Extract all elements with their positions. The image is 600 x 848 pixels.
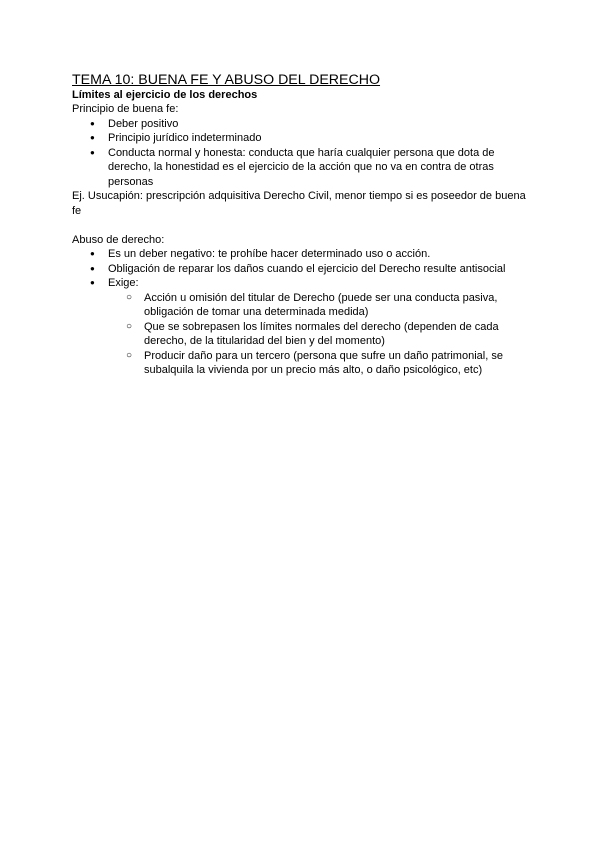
list-item: ● Es un deber negativo: te prohíbe hacer determinado uso o acción. (90, 248, 431, 260)
exige-sublist (108, 291, 528, 378)
spacer (72, 218, 528, 233)
list-item: ● Deber positivo (90, 117, 179, 130)
list-item: ● Conducta normal y honesta: conducta que haría cualquier persona que dota de derecho, la honestidad es el ejercicio de la acción que no va en contra de otras personas (90, 146, 495, 188)
sub-list-item: ○ Producir daño para un tercero (persona que sufre un daño patrimonial, se subalquila la vivienda por un precio más alto, o daño psicológico, etc) (126, 349, 503, 376)
buena-fe-list (72, 117, 528, 190)
list-item: ● Obligación de reparar los daños cuando el ejercicio del Derecho resulte antisocial (90, 262, 506, 275)
sub-list-item: ○ Acción u omisión del titular de Derecho (puede ser una conducta pasiva, obligación de tomar una determinada medida) (126, 291, 498, 318)
bullet-icon: ● (90, 278, 95, 287)
bullet-icon: ● (90, 249, 95, 258)
bullet-icon: ● (90, 118, 95, 128)
document-body (72, 72, 528, 378)
document-title: TEMA 10: BUENA FE Y ABUSO DEL DERECHO (72, 72, 381, 88)
hollow-bullet-icon: ○ (126, 291, 133, 303)
buena-fe-heading: Principio de buena fe: (72, 103, 179, 115)
sub-list-item: ○ Que se sobrepasen los límites normales del derecho (dependen de cada derecho, de la titularidad del bien y del momento) (126, 320, 499, 347)
bullet-icon: ● (90, 133, 95, 142)
abuso-list (72, 247, 528, 378)
abuso-heading: Abuso de derecho: (72, 233, 165, 246)
bullet-icon: ● (90, 263, 95, 273)
hollow-bullet-icon: ○ (126, 320, 133, 332)
list-item: ● Principio jurídico indeterminado (90, 132, 262, 144)
section-subtitle: Límites al ejercicio de los derechos (72, 89, 258, 101)
hollow-bullet-icon: ○ (126, 349, 133, 361)
example-paragraph: Ej. Usucapión: prescripción adquisitiva Derecho Civil, menor tiempo si es poseedor de buena fe (72, 190, 526, 217)
bullet-icon: ● (90, 147, 95, 157)
list-item: ● Exige: ○ Acción u omisión del titular de Derecho (puede ser una conducta pasiva, obligación de tomar una determinada medida) ○ Que se sobrepasen los límites normales del derecho (dependen de cada derecho, de la titularidad del bien y del momento) ○ Producir daño para un tercero (persona que sufre un daño patrimonial, se subalquila la vivienda por un precio más alto, o daño psicológico, etc) (72, 276, 528, 378)
